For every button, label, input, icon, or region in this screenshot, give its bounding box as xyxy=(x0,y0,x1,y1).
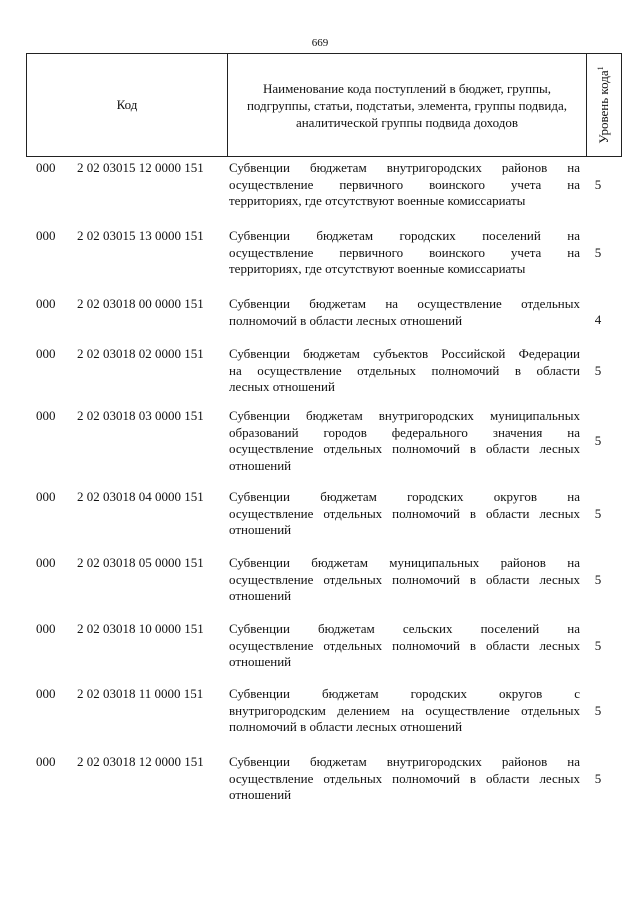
income-name-line: территориях, где отсутствуют военные комиссариаты xyxy=(229,261,526,276)
income-name xyxy=(229,408,580,474)
income-name xyxy=(229,489,580,539)
code-level: 5 xyxy=(594,176,602,192)
income-code: 2 02 03018 03 0000 151 xyxy=(77,408,204,423)
income-name xyxy=(229,296,580,329)
income-code: 2 02 03018 12 0000 151 xyxy=(77,754,204,769)
income-name-line: осуществление отдельных полномочий в области лесных xyxy=(229,441,580,456)
code-level: 5 xyxy=(594,244,602,260)
income-code: 2 02 03015 13 0000 151 xyxy=(77,228,204,243)
income-name-line: Субвенции бюджетам внутригородских районов на xyxy=(229,754,580,769)
admin-code: 000 xyxy=(36,160,56,175)
income-name-line: отношений xyxy=(229,522,292,537)
income-name-line: Субвенции бюджетам городских округов на xyxy=(229,489,580,504)
income-code: 2 02 03018 10 0000 151 xyxy=(77,621,204,636)
income-name-line: Субвенции бюджетам городских округов с xyxy=(229,686,580,701)
income-name xyxy=(229,555,580,605)
admin-code: 000 xyxy=(36,621,56,636)
header-code: Код xyxy=(27,54,228,157)
income-name xyxy=(229,621,580,671)
header-level xyxy=(587,54,622,157)
admin-code: 000 xyxy=(36,408,56,423)
admin-code: 000 xyxy=(36,489,56,504)
code-level: 5 xyxy=(594,362,602,378)
code-level: 5 xyxy=(594,770,602,786)
income-code: 2 02 03018 02 0000 151 xyxy=(77,346,204,361)
income-name-line: осуществление отдельных полномочий в области лесных xyxy=(229,637,580,653)
income-name xyxy=(229,160,580,210)
income-name-line: осуществление отдельных полномочий в области лесных xyxy=(229,571,580,587)
income-name-line: осуществление отдельных полномочий в области лесных xyxy=(229,505,580,521)
admin-code: 000 xyxy=(36,686,56,701)
income-name-line: внутригородским делением на осуществление отдельных xyxy=(229,702,580,718)
admin-code: 000 xyxy=(36,296,56,311)
income-code: 2 02 03018 11 0000 151 xyxy=(77,686,204,701)
income-name-line: территориях, где отсутствуют военные комиссариаты xyxy=(229,193,526,208)
income-code: 2 02 03018 04 0000 151 xyxy=(77,489,204,504)
income-name-line: отношений xyxy=(229,787,292,802)
code-level: 4 xyxy=(594,312,602,328)
code-level: 5 xyxy=(594,637,602,653)
header-name: Наименование кода поступлений в бюджет, группы, подгруппы, статьи, подстатьи, элемента, группы подвида, аналитической группы подвида доходов xyxy=(228,54,587,157)
income-name-line: Субвенции бюджетам городских поселений на xyxy=(229,228,580,243)
income-name-line: полномочий в области лесных отношений xyxy=(229,312,463,328)
admin-code: 000 xyxy=(36,555,56,570)
income-name-line: на осуществление отдельных полномочий в области xyxy=(229,362,580,378)
income-name-line: Субвенции бюджетам на осуществление отдельных xyxy=(229,296,580,311)
income-name-line: осуществление первичного воинского учета на xyxy=(229,176,580,192)
income-name-line: образований городов федерального значения на xyxy=(229,424,580,440)
code-level: 5 xyxy=(594,571,602,587)
income-name-line: Субвенции бюджетам внутригородских районов на xyxy=(229,160,580,175)
income-name-line: осуществление отдельных полномочий в области лесных xyxy=(229,770,580,786)
admin-code: 000 xyxy=(36,228,56,243)
income-name xyxy=(229,346,580,396)
admin-code: 000 xyxy=(36,754,56,769)
income-name-line: отношений xyxy=(229,654,292,669)
income-name-line: отношений xyxy=(229,588,292,603)
income-name-line: Субвенции бюджетам сельских поселений на xyxy=(229,621,580,636)
income-name-line: Субвенции бюджетам внутригородских муниципальных xyxy=(229,408,580,423)
income-name-line: Субвенции бюджетам субъектов Российской Федерации xyxy=(229,346,580,361)
income-name-line: полномочий в области лесных отношений xyxy=(229,719,463,734)
income-code: 2 02 03015 12 0000 151 xyxy=(77,160,204,175)
code-level: 5 xyxy=(594,702,602,718)
header-level-text: Уровень кода xyxy=(596,70,612,144)
header-level-label xyxy=(596,66,612,143)
income-name xyxy=(229,754,580,804)
income-name xyxy=(229,686,580,736)
income-name-line: отношений xyxy=(229,457,292,473)
income-code: 2 02 03018 00 0000 151 xyxy=(77,296,204,311)
income-name-line: Субвенции бюджетам муниципальных районов на xyxy=(229,555,580,570)
income-name-line: лесных отношений xyxy=(229,379,335,394)
code-level: 5 xyxy=(594,505,602,521)
code-level: 5 xyxy=(594,432,602,448)
admin-code: 000 xyxy=(36,346,56,361)
income-name xyxy=(229,228,580,278)
table-header xyxy=(26,53,622,157)
page-number: 669 xyxy=(311,37,329,49)
header-level-footnote: 1 xyxy=(595,66,605,71)
income-code: 2 02 03018 05 0000 151 xyxy=(77,555,204,570)
income-name-line: осуществление первичного воинского учета на xyxy=(229,244,580,260)
